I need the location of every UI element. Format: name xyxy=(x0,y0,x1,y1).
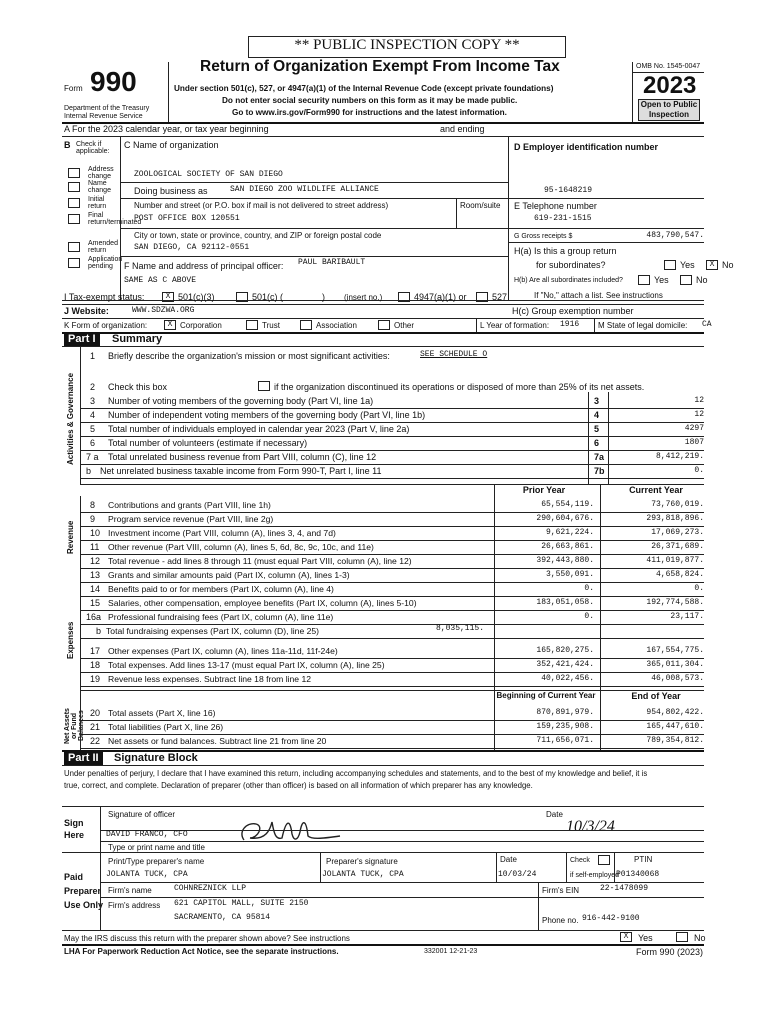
current-value: 954,802,422. xyxy=(646,708,704,717)
b-item-address: Address change xyxy=(88,166,114,180)
open-public-1: Open to Public xyxy=(640,100,698,109)
part2-title: Signature Block xyxy=(114,752,198,764)
row-rule xyxy=(80,720,704,721)
ag-line-value: 12 xyxy=(694,396,704,405)
ag-line-num: 3 xyxy=(90,396,96,406)
discuss-yes-checkbox[interactable]: X xyxy=(620,932,632,942)
hb-label: H(b) Are all subordinates included? xyxy=(514,277,623,284)
line-text: Net assets or fund balances. Subtract line 21 from line 20 xyxy=(108,736,327,746)
self-employed-label: if self-employed xyxy=(570,872,620,879)
current-value: 167,554,775. xyxy=(646,646,704,655)
row-rule xyxy=(80,610,704,611)
side-revenue: Revenue xyxy=(66,520,75,554)
ag-line-text: Net unrelated business taxable income from Form 990-T, Part I, line 11 xyxy=(100,466,382,476)
ag-line-value: 8,412,219. xyxy=(655,452,704,461)
line-text: Total assets (Part X, line 16) xyxy=(108,708,216,718)
prior-value: 26,663,861. xyxy=(541,542,594,551)
form-title: Return of Organization Exempt From Income Tax xyxy=(200,58,560,75)
check-if-applicable: Check if applicable: xyxy=(76,141,110,155)
ag-line-num: 5 xyxy=(90,424,96,434)
firm-ein: 22-1478099 xyxy=(600,884,649,893)
row-rule xyxy=(80,554,704,555)
dba-label: Doing business as xyxy=(134,186,208,196)
part1-title: Summary xyxy=(112,333,163,345)
ha-no-label: No xyxy=(722,260,734,270)
row-rule xyxy=(80,638,704,639)
e-label: E Telephone number xyxy=(514,201,597,211)
ag-line-num: b xyxy=(86,466,92,476)
row-rule xyxy=(80,540,704,541)
line-num: 14 xyxy=(90,584,101,594)
b-checkbox-amended[interactable] xyxy=(68,242,80,252)
check-label: Check xyxy=(570,857,590,864)
i-4947: 4947(a)(1) or xyxy=(414,292,467,302)
line-text: Total liabilities (Part X, line 26) xyxy=(108,722,224,732)
phone-value: 619-231-1515 xyxy=(534,214,592,223)
prior-value: 392,443,880. xyxy=(536,556,594,565)
prior-value: 3,550,091. xyxy=(545,570,594,579)
col-prior-year: Prior Year xyxy=(522,485,566,495)
row-rule xyxy=(80,658,704,659)
side-activities-governance: Activities & Governance xyxy=(66,372,75,466)
here-label: Here xyxy=(64,830,85,840)
col-beginning-year: Beginning of Current Year xyxy=(496,691,596,700)
line-num: 21 xyxy=(90,722,101,732)
k-other-checkbox[interactable] xyxy=(378,320,390,330)
line-num: 17 xyxy=(90,646,101,656)
current-value: 192,774,588. xyxy=(646,598,704,607)
ag-line-box: 3 xyxy=(594,396,600,406)
row-rule xyxy=(80,748,704,749)
ag-line-text: Number of voting members of the governing body (Part VI, line 1a) xyxy=(108,396,374,406)
discuss-question: May the IRS discuss this return with the preparer shown above? See instructions xyxy=(64,934,350,943)
line-text: Professional fundraising fees (Part IX, column (A), line 11e) xyxy=(108,612,334,622)
officer-print-name: DAVID FRANCO, CFO xyxy=(106,830,188,839)
form-word: Form xyxy=(64,84,83,93)
i-501c3: 501(c)(3) xyxy=(178,292,215,302)
ag-line-text: Number of independent voting members of the governing body (Part VI, line 1b) xyxy=(108,410,426,420)
ein-value: 95-1648219 xyxy=(544,186,593,195)
b-checkbox-address[interactable] xyxy=(68,168,80,178)
prior-value: 870,891,979. xyxy=(536,708,594,717)
footer-form: Form 990 (2023) xyxy=(636,947,704,957)
line-a-label: A For the 2023 calendar year, or tax year beginning xyxy=(64,124,269,134)
row-rule xyxy=(80,568,704,569)
b-checkbox-name[interactable] xyxy=(68,182,80,192)
b-item-amended: Amended return xyxy=(88,240,118,254)
i-4947-checkbox[interactable] xyxy=(398,292,410,302)
ha-sub: for subordinates? xyxy=(536,260,606,270)
line-text: Salaries, other compensation, employee benefits (Part IX, column (A), lines 5-10) xyxy=(108,598,417,608)
ag-col-rule xyxy=(588,392,589,484)
omb-number: OMB No. 1545-0047 xyxy=(636,63,701,70)
m-label: M State of legal domicile: xyxy=(598,321,688,330)
officer-name: PAUL BARIBAULT xyxy=(298,258,366,267)
perjury-line2: true, correct, and complete. Declaration of preparer (other than officer) is based on all information of which preparer has any knowledge. xyxy=(64,781,533,790)
row-rule xyxy=(80,596,704,597)
part2-tag: Part II xyxy=(64,752,103,765)
fundraising-total: 8,035,115. xyxy=(435,624,484,633)
ag-line-text: Total number of volunteers (estimate if necessary) xyxy=(108,438,308,448)
ag-line-value: 0. xyxy=(694,466,704,475)
sign-label: Sign xyxy=(64,818,84,828)
i-527-checkbox[interactable] xyxy=(476,292,488,302)
signature-officer-label: Signature of officer xyxy=(108,810,176,819)
line-text: Other expenses (Part IX, column (A), lines 11a-11d, 11f-24e) xyxy=(108,646,338,656)
paid-label: Paid xyxy=(64,872,84,882)
ptin-label: PTIN xyxy=(634,855,653,864)
ag-line-value: 12 xyxy=(694,410,704,419)
line-text: Other revenue (Part VIII, column (A), lines 5, 6d, 8c, 9c, 10c, and 11e) xyxy=(108,542,374,552)
firm-address-label: Firm's address xyxy=(108,901,161,910)
k-assoc-checkbox[interactable] xyxy=(300,320,312,330)
row-rule xyxy=(80,450,704,451)
side-net-assets: Net Assets or Fund Balances xyxy=(64,708,85,744)
line-text: Revenue less expenses. Subtract line 18 from line 12 xyxy=(108,674,312,684)
line-num: 20 xyxy=(90,708,101,718)
current-value: 17,069,273. xyxy=(651,528,704,537)
current-value: 293,818,896. xyxy=(646,514,704,523)
j-label: J Website: xyxy=(64,306,109,316)
firm-address-2: SACRAMENTO, CA 95814 xyxy=(174,913,271,922)
line-num: 12 xyxy=(90,556,101,566)
form-subtitle: Under section 501(c), 527, or 4947(a)(1) of the Internal Revenue Code (except private foundations) xyxy=(174,84,554,93)
i-501c: 501(c) ( xyxy=(252,292,284,302)
b-item-application: Application pending xyxy=(88,256,123,270)
officer-address: SAME AS C ABOVE xyxy=(124,276,197,285)
row-rule xyxy=(80,526,704,527)
row-rule xyxy=(80,686,704,687)
ag-line-value: 1807 xyxy=(684,438,704,447)
line-text: Program service revenue (Part VIII, line 2g) xyxy=(108,514,274,524)
ag-line-num: 4 xyxy=(90,410,96,420)
current-value: 411,019,877. xyxy=(646,556,704,565)
b-item-name: Name change xyxy=(88,180,111,194)
d-label: D Employer identification number xyxy=(514,142,659,152)
hb-no-checkbox[interactable] xyxy=(680,275,692,285)
prior-value: 290,604,676. xyxy=(536,514,594,523)
form-code: 332001 12-21-23 xyxy=(424,948,478,955)
irs-label: Internal Revenue Service xyxy=(64,113,143,120)
current-value: 365,011,304. xyxy=(646,660,704,669)
f-label: F Name and address of principal officer: xyxy=(124,261,284,271)
line-num: 16a xyxy=(86,612,102,622)
street-value: POST OFFICE BOX 120551 xyxy=(134,214,240,223)
line-text: Total expenses. Add lines 13-17 (must equal Part IX, column (A), line 25) xyxy=(108,660,385,670)
preparer-name: JOLANTA TUCK, CPA xyxy=(106,870,188,879)
ag-line-box: 7a xyxy=(594,452,605,462)
row-rule xyxy=(80,672,704,673)
phone-label: Phone no. xyxy=(542,916,579,925)
gross-receipts: 483,790,547. xyxy=(646,231,704,240)
prior-value: 0. xyxy=(584,612,594,621)
ag-line-text: Total number of individuals employed in calendar year 2023 (Part V, line 2a) xyxy=(108,424,410,434)
current-value: 4,658,824. xyxy=(655,570,704,579)
firm-ein-label: Firm's EIN xyxy=(542,886,580,895)
ssn-warning: Do not enter social security numbers on this form as it may be made public. xyxy=(222,96,518,105)
line-text: Total revenue - add lines 8 through 11 (must equal Part VIII, column (A), line 12) xyxy=(108,556,412,566)
current-value: 46,008,573. xyxy=(651,674,704,683)
col-current-year: Current Year xyxy=(629,485,683,495)
firm-name: COHNREZNICK LLP xyxy=(174,884,247,893)
prior-value: 0. xyxy=(584,584,594,593)
ha-label: H(a) Is this a group return xyxy=(514,246,617,256)
line1-text: Briefly describe the organization's mission or most significant activities: xyxy=(108,351,390,361)
prior-value: 159,235,908. xyxy=(536,722,594,731)
ha-no-checkbox[interactable]: X xyxy=(706,260,718,270)
line-text: Investment income (Part VIII, column (A), lines 3, 4, and 7d) xyxy=(108,528,336,538)
preparer-date-label: Date xyxy=(500,855,517,864)
stamp-text: ** PUBLIC INSPECTION COPY ** xyxy=(294,37,520,53)
k-corp-checkbox[interactable]: X xyxy=(164,320,176,330)
ag-line-num: 6 xyxy=(90,438,96,448)
line-text: Benefits paid to or for members (Part IX, column (A), line 4) xyxy=(108,584,334,594)
line-num: 9 xyxy=(90,514,96,524)
g-label: G Gross receipts $ xyxy=(514,233,573,240)
prior-value: 65,554,119. xyxy=(541,500,594,509)
city-label: City or town, state or province, country, and ZIP or foreign postal code xyxy=(134,231,382,240)
preparer-sig-label: Preparer's signature xyxy=(326,857,398,866)
open-public-2: Inspection xyxy=(648,110,689,119)
ag-line-value: 4297 xyxy=(684,424,704,433)
website-value[interactable]: WWW.SDZWA.ORG xyxy=(132,306,195,315)
current-value: 26,371,689. xyxy=(651,542,704,551)
row-rule xyxy=(80,464,704,465)
row-rule xyxy=(80,512,704,513)
l-label: L Year of formation: xyxy=(480,321,550,330)
row-rule xyxy=(80,478,704,479)
type-print-label: Type or print name and title xyxy=(108,843,205,852)
k-label: K Form of organization: xyxy=(64,321,148,330)
side-expenses: Expenses xyxy=(66,621,75,659)
line-num: 19 xyxy=(90,674,101,684)
k-trust-checkbox[interactable] xyxy=(246,320,258,330)
line1-num: 1 xyxy=(90,351,96,361)
line2-text: Check this box xyxy=(108,382,168,392)
l-year: 1916 xyxy=(560,320,580,329)
prior-value: 9,621,224. xyxy=(545,528,594,537)
line-num: b xyxy=(96,626,102,636)
current-value: 165,447,610. xyxy=(646,722,704,731)
line-num: 22 xyxy=(90,736,101,746)
tax-year: 2023 xyxy=(643,72,697,99)
line-num: 8 xyxy=(90,500,96,510)
i-501c-checkbox[interactable] xyxy=(236,292,248,302)
city-value: SAN DIEGO, CA 92112-0551 xyxy=(134,243,250,252)
ha-yes-checkbox[interactable] xyxy=(664,260,676,270)
ag-line-box: 7b xyxy=(594,466,605,476)
current-value: 73,760,019. xyxy=(651,500,704,509)
b-item-final: Final return/terminated xyxy=(88,212,142,226)
line-num: 11 xyxy=(90,542,100,552)
k-assoc: Association xyxy=(316,321,357,330)
k-other: Other xyxy=(394,321,415,330)
current-value: 0. xyxy=(694,584,704,593)
line2-num: 2 xyxy=(90,382,96,392)
ag-line-box: 4 xyxy=(594,410,600,420)
current-value: 23,117. xyxy=(670,612,704,621)
preparer-signature: JOLANTA TUCK, CPA xyxy=(322,870,404,879)
prior-value: 183,051,058. xyxy=(536,598,594,607)
prior-value: 711,656,071. xyxy=(536,736,594,745)
line-num: 10 xyxy=(90,528,101,538)
line-num: 13 xyxy=(90,570,101,580)
row-rule xyxy=(80,582,704,583)
prior-value: 40,022,456. xyxy=(541,674,594,683)
line-text: Total fundraising expenses (Part IX, column (D), line 25) xyxy=(106,626,320,636)
ha-yes-label: Yes xyxy=(680,260,695,270)
i-insert: (insert no.) xyxy=(344,293,383,302)
line-a-ending: and ending xyxy=(440,124,485,134)
i-501c3-checkbox[interactable]: X xyxy=(162,292,174,302)
use-only-label: Use Only xyxy=(64,900,104,910)
i-label: I Tax-exempt status: xyxy=(64,292,145,302)
row-rule xyxy=(80,734,704,735)
section-b-label: B xyxy=(64,140,71,150)
ag-line-num: 7 a xyxy=(86,452,99,462)
ag-col-rule xyxy=(608,392,609,484)
preparer-label: Preparer xyxy=(64,886,102,896)
ag-line-text: Total unrelated business revenue from Part VIII, column (C), line 12 xyxy=(108,452,377,462)
b-checkbox-final[interactable] xyxy=(68,214,80,224)
line2-checkbox[interactable] xyxy=(258,381,270,391)
row-rule xyxy=(80,436,704,437)
b-checkbox-initial[interactable] xyxy=(68,198,80,208)
firm-address-1: 621 CAPITOL MALL, SUITE 2150 xyxy=(174,899,309,908)
line2-text2: if the organization discontinued its operations or disposed of more than 25% of its net assets. xyxy=(274,382,645,392)
hb-note: If "No," attach a list. See instructions xyxy=(534,291,663,300)
b-checkbox-application[interactable] xyxy=(68,258,80,268)
row-rule xyxy=(80,408,704,409)
sign-date-label: Date xyxy=(546,810,563,819)
hc-label: H(c) Group exemption number xyxy=(512,306,634,316)
discuss-no-label: No xyxy=(694,933,706,943)
dba-name: SAN DIEGO ZOO WILDLIFE ALLIANCE xyxy=(230,185,379,194)
line1-value: SEE SCHEDULE O xyxy=(420,350,488,359)
preparer-date: 10/03/24 xyxy=(498,870,537,879)
ag-line-box: 5 xyxy=(594,424,600,434)
self-employed-checkbox[interactable] xyxy=(598,855,610,865)
prior-value: 165,820,275. xyxy=(536,646,594,655)
k-trust: Trust xyxy=(262,321,280,330)
part1-tag: Part I xyxy=(64,333,100,346)
i-527: 527 xyxy=(492,292,508,302)
k-corp: Corporation xyxy=(180,321,222,330)
col-end-year: End of Year xyxy=(631,691,681,701)
form-number: 990 xyxy=(90,66,137,97)
firm-phone: 916-442-9100 xyxy=(582,914,640,923)
hb-yes-checkbox[interactable] xyxy=(638,275,650,285)
preparer-name-label: Print/Type preparer's name xyxy=(108,857,205,866)
ptin-value: P01340068 xyxy=(616,870,660,879)
hb-yes-label: Yes xyxy=(654,275,669,285)
line-text: Grants and similar amounts paid (Part IX, column (A), lines 1-3) xyxy=(108,570,350,580)
sign-date-value: 10/3/24 xyxy=(566,818,615,835)
line-num: 15 xyxy=(90,598,101,608)
b-item-initial: Initial return xyxy=(88,196,107,210)
prior-value: 352,421,424. xyxy=(536,660,594,669)
dept-label: Department of the Treasury xyxy=(64,105,150,112)
room-label: Room/suite xyxy=(460,201,501,210)
line-text: Contributions and grants (Part VIII, line 1h) xyxy=(108,500,271,510)
i-501c-close: ) xyxy=(322,292,325,302)
m-state: CA xyxy=(702,320,712,329)
lha-notice: LHA For Paperwork Reduction Act Notice, see the separate instructions. xyxy=(64,947,339,956)
c-label: C Name of organization xyxy=(124,140,219,150)
discuss-yes-label: Yes xyxy=(638,933,653,943)
street-label: Number and street (or P.O. box if mail is not delivered to street address) xyxy=(134,201,389,210)
row-rule xyxy=(80,422,704,423)
org-name: ZOOLOGICAL SOCIETY OF SAN DIEGO xyxy=(134,170,283,179)
instructions-text: Go to www.irs.gov/Form990 for instructions and the latest information. xyxy=(232,108,507,117)
ag-line-box: 6 xyxy=(594,438,600,448)
firm-name-label: Firm's name xyxy=(108,886,152,895)
current-value: 789,354,812. xyxy=(646,736,704,745)
line-num: 18 xyxy=(90,660,101,670)
discuss-no-checkbox[interactable] xyxy=(676,932,688,942)
perjury-line1: Under penalties of perjury, I declare that I have examined this return, including accompanying schedules and statements, and to the best of my knowledge and belief, it is xyxy=(64,769,648,778)
hb-no-label: No xyxy=(696,275,708,285)
